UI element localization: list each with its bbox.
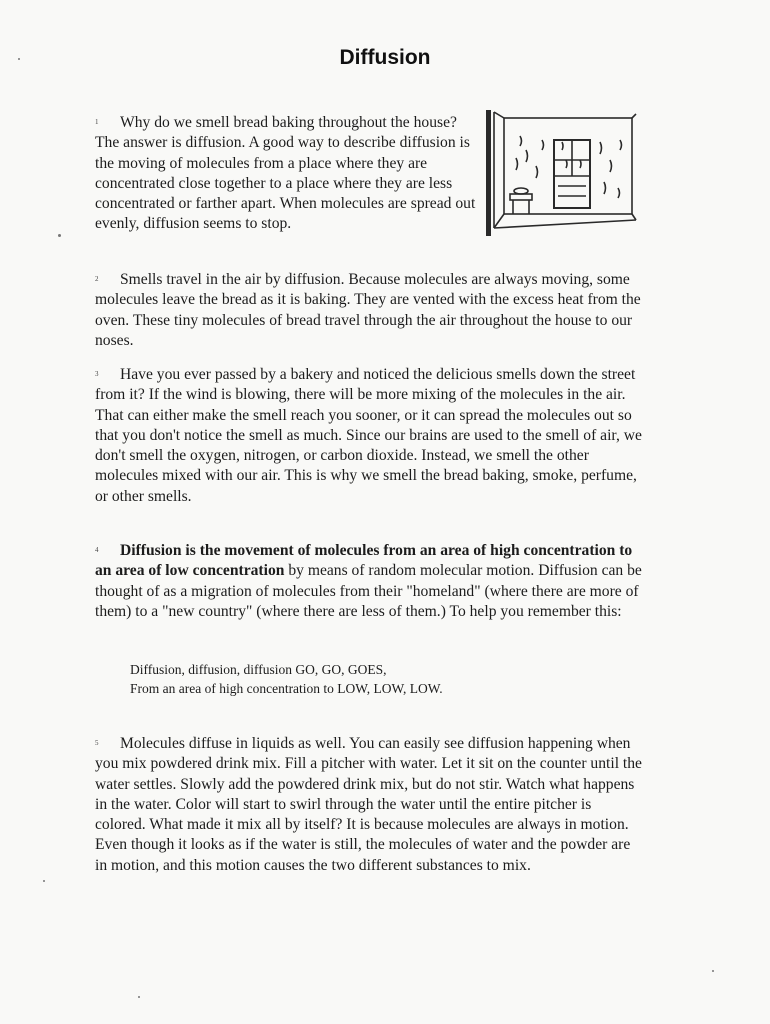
paragraph-marker: 1: [95, 118, 99, 126]
paragraph-5: [95, 733, 643, 876]
window-room-icon: [486, 110, 642, 236]
paragraph-text: Have you ever passed by a bakery and noticed the delicious smells down the street from it? If the wind is blowing, there will be more mixing of the molecules in the air. That can either make the smell reach you sooner, or it can spread the molecules out so that you don't notice the smell as much. Since our brains are used to the smell of air, we don't smell the oxygen, nitrogen, or carbon dioxide. Instead, we smell the other molecules mixed with our air. This is why we smell the bread baking, smoke, perfume, or other smells.: [95, 366, 642, 505]
paragraph-text: Why do we smell bread baking throughout the house? The answer is diffusion. A good way to describe diffusion is the moving of molecules from a place where they are concentrated close together to a place where they are less concentrated or farther apart. When molecules are spread out evenly, diffusion seems to stop.: [95, 114, 476, 233]
paragraph-marker: 2: [95, 275, 99, 283]
paragraph-2: [95, 269, 643, 351]
definition-bold-text: Diffusion is the movement of molecules from an area of high concentration to an area of low concentration: [95, 542, 633, 580]
paragraph-3: [95, 364, 643, 507]
mnemonic-line-1: Diffusion, diffusion, diffusion GO, GO, GOES,: [130, 662, 387, 677]
page-title: Diffusion: [339, 46, 431, 69]
paragraph-marker: 4: [95, 546, 99, 554]
paragraph-text: by means of random molecular motion. Diffusion can be thought of as a migration of molecules from their "homeland" (where there are more of them) to a "new country" (where there are less of them.) To help you remember this:: [95, 562, 642, 620]
scan-speck: [18, 58, 20, 60]
paragraph-marker: 5: [95, 739, 99, 747]
mnemonic-line-2: From an area of high concentration to LOW, LOW, LOW.: [130, 681, 443, 696]
scan-speck: [712, 970, 714, 972]
paragraph-4: [95, 540, 643, 622]
scan-speck: [43, 880, 45, 882]
paragraph-text: Smells travel in the air by diffusion. Because molecules are always moving, some molecules leave the bread as it is baking. They are vented with the excess heat from the oven. These tiny molecules of bread travel through the air throughout the house to our noses.: [95, 271, 641, 349]
scan-speck: [138, 996, 140, 998]
paragraph-marker: 3: [95, 370, 99, 378]
mnemonic-verse: [130, 660, 630, 698]
scan-speck: [58, 234, 61, 237]
paragraph-text: Molecules diffuse in liquids as well. You can easily see diffusion happening when you mix powdered drink mix. Fill a pitcher with water. Let it sit on the counter until the water settles. Slowly add the powdered drink mix, but do not stir. Watch what happens in the water. Color will start to swirl through the water until the entire pitcher is colored. What made it mix all by itself? It is because molecules are always in motion. Even though it looks as if the water is still, the molecules of water and the powder are in motion, and this motion causes the two different substances to mix.: [95, 735, 642, 874]
paragraph-1: [95, 112, 480, 235]
